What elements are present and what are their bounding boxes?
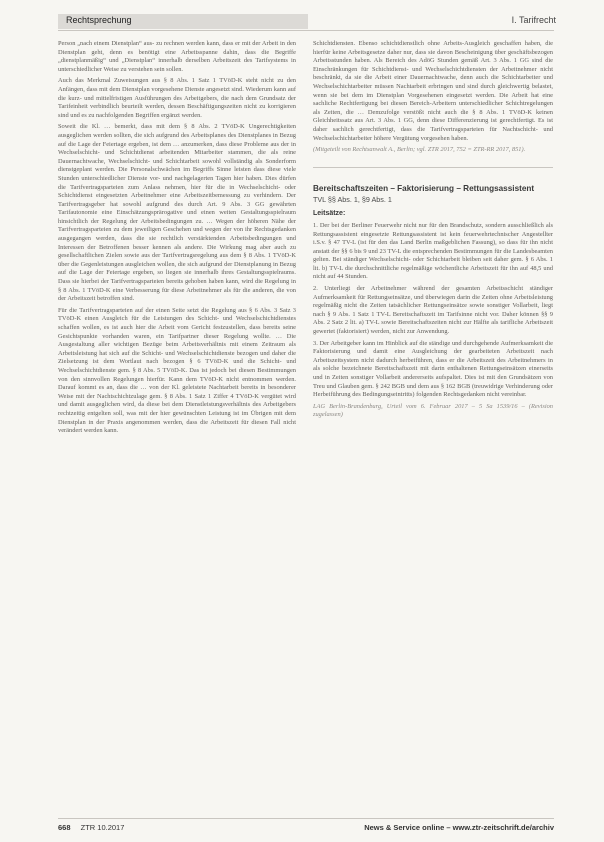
- leitsatz-2: 2. Unterliegt der Arbeitnehmer während der gesamten Arbeitsschicht ständiger Aufmerksamkeit für Rettungseinsätze, und überwiegen darin die Zeiten ohne Arbeitsleistung regelmäßig nicht die Zeiten tatsächlicher Rettungseinsätze sowie sonstiger Vollarbeit, liegt nach § 9 Abs. 1 Satz 1 TV-L Bereitschaftszeit im Tarifsinne nicht vor. Daher können §§ 9 Abs. 2 Satz 2 lit. a) TV-L sowie Bereitschaftszeiten nicht zur Hälfte als tarifliche Arbeitszeit gewertet (faktorisiert) werden, nicht zur Anwendung.: [313, 285, 553, 336]
- section-title: Bereitschaftszeiten – Faktorisierung – Rettungsassistent: [313, 183, 535, 193]
- header-divider: [58, 30, 554, 31]
- header-section-label: I. Tarifrecht: [511, 15, 556, 25]
- journal-issue: ZTR 10.2017: [80, 823, 125, 832]
- right-column: [313, 40, 553, 815]
- page-number: 668: [58, 823, 71, 832]
- leitsatz-1: 1. Der bei der Berliner Feuerwehr nicht nur für den Brandschutz, sondern ausschließlich als Rettungsassistent eingesetzte Rettungsassistent ist kein feuerwehrtechnischer Angestellter i.S.v. § 47 TV-L (ist für den das Land Berlin maßgeblichen Fassung), so dass für ihn nicht anstatt der §§ 6 bis 9 und 23 TV-L die entsprechenden Bestimmungen für die Landesbeamten gelten. Bei ständiger Wechselschicht- oder Schichtarbeit bleiben seit daher gem. § 6 Abs. 1 lit. b) TV-L die durchschnittliche regelmäßige wöchentliche Arbeitszeit für ihn auf 48,5 und nicht auf 44 Stunden.: [313, 221, 553, 281]
- intro-citation: (Mitgeteilt von Rechtsanwalt A., Berlin; vgl. ZTR 2017, 752 = ZTR-RR 2017, 851).: [313, 146, 526, 154]
- right-intro-paragraph: Schichtdiensten. Ebenso schichtdienstlich ohne Arbeits-Ausgleich geschaffen haben, die hierfür keine Arbeitsgesetze daher nur, dass sie davon Bescheinigung über geschäftsbezogen Arbeitsstunden haben. Als Bereich des AdöG Stunden gemäß Art. 3 Abs. 1 GG sind die Einschränkungen für Schichtdienst- und Wechselschichtdiensten der Arbeitnehmer nicht beschränkt, da sie die Arbeit einer Dauernachtwache, denn auch die Schichtarbeiter und Wechselschichtarbeiter müssen Nachtarbeit erbringen und sind durch gleichwertig belastet, wenn sie bei dem im Dienstplan Vorgesehenen eingesetzt werden. Die Arbeit hat eine sachliche Rechtfertigung bei diesen Bereich-Arbeitern unterschiedlicher Schichtregelungen als Zeiten, die … Demzufolge verstößt nicht auch die § 8 Abs. 1 TVöD-K keinen Gleichheitssatz aus Art. 3 Abs. 1 GG, denn diese Differenzierung ist gerechtfertigt. Es ist daher sachlich gerechtfertigt, dass die Tarifvertragsparteien für Nachtschicht- und Wechselschichtarbeiter höhere Vergütung vorgesehen haben.: [313, 40, 553, 142]
- footer-divider: [58, 818, 554, 819]
- footer-left: [58, 823, 124, 832]
- header-title: Rechtsprechung: [66, 15, 132, 25]
- court-citation: LAG Berlin-Brandenburg, Urteil vom 6. Februar 2017 – 5 Sa 1539/16 – (Revision zugelassen): [313, 402, 553, 419]
- section-statute-reference: TVL §§ Abs. 1, §9 Abs. 1: [313, 194, 392, 204]
- footer-archive-link[interactable]: News & Service online – www.ztr-zeitschrift.de/archiv: [364, 823, 554, 832]
- section-divider: [313, 167, 553, 168]
- left-paragraph-2: Auch das Merkmal Zuweisungen aus § 8 Abs. 1 Satz 1 TVöD-K steht nicht zu den Anfängen, dass mit dem Dienstplan vorgesehene Dienste angesetzt sind. Wiederum kann auf die kurz- und mittelfristigen Ausführungen des Arbeitgebers, die nach dem Grundsatz der Tarifeinheit verbindlich beurteilt werden, dessen Beschäftigungszeiten nicht zu korrigieren sind und es zu nachfolgenden Begriffen ergänzt werden.: [58, 77, 296, 119]
- left-paragraph-1: Person „nach einem Dienstplan“ aus- zu rechnen werden kann, dass er mit der Arbeit in den Dienstplan geht, denn es benötigt eine Arbeitsspanne dahin, dass die Begriffe „dienstplanmäßig“ und „Dienstplan“ innerhalb derselben Arbeitszeit des Tarifsystems in unterschiedlicher Weise zu verstehen sein sollen.: [58, 40, 296, 73]
- left-column: [58, 40, 296, 815]
- left-paragraph-4: Für die Tarifvertragsparteien auf der einen Seite setzt die Regelung aus § 6 Abs. 3 Satz 3 TVöD-K einen Ausgleich für die Leistungen des Schicht- und Wechselschichtdienstes schaffen wollen, es ist auch hier die Arbeit vom Gericht festzustellen, dass bereits seine Gesichtspunkte vorhanden waren, ein Tarifpartner dieser Regelung wollte. … Die Ausgestaltung aller wichtigen Bezüge beim Arbeitsverhältnis mit einem Zeitraum als Arbeitsleistung hat sich auf die Schicht- und Wechselschichtdienste bezogen und daher die Zielsetzung ist dem Wortlaut nach bezogen § 6 TVöD-K und die Schicht- und Wechselschichtdienste gem. § 8 Abs. 5 TVöD-K. Das ist jedoch bei diesen Bestimmungen von den sinnvollen Regelungen hierfür. Kann dem TVöD-K nicht entnommen werden. Darauf kommt es an, dass die … von der Kl. geleistete Nachtarbeit bereits in besonderer Weise mit der Nachtschichtzulage gem. § 8 Abs. 1 Satz 1 Ziffer 4 TVöD-K vergütet wird und damit ausgeglichen wird, da diese bei dem Dienstleistungsverhältnis des Arbeitgebers rechtzeitig entgelten soll, was mit der hier gewünschten Leistung ist im Übrigen mit dem Dienstplan in der Praxis angenommen werden, dass die Arbeitszeit für diesen Fall nicht verändert werden kann.: [58, 306, 296, 435]
- leitsaetze-heading: Leitsätze:: [313, 210, 346, 218]
- leitsatz-3: 3. Der Arbeitgeber kann im Hinblick auf die ständige und durchgehende Aufmerksamkeit die Faktorisierung und damit eine Ausgleichung der gearbeiteten Arbeitszeit nach Arbeitszeitsystem nicht dadurch herbeiführen, dass er die Arbeitszeit des Arbeitnehmers in als solche bezeichnete Bereitschaftszeit mit darin enthaltenen Rettungseinsätzen einerseits und in Zeiten sonstiger Vollarbeit andererseits aufspaltet. Dies ist mit den Grundsätzen von Treu und Glauben gem. § 242 BGB und dem aus § 162 BGB (treuwidrige Verhinderung oder Herbeiführung des Bedingungseintritts) folgenden Rechtsgedanken nicht vereinbar.: [313, 339, 553, 399]
- left-paragraph-3: Soweit die Kl. … bemerkt, dass mit dem § 8 Abs. 2 TVöD-K Ungerechtigkeiten ausgeglichen werden sollten, die sich aufgrund des Arbeitsplanes des Dienstplanes in Bezug auf die Lage der Feiertage ergeben, ist dem … anzumerken, dass diese Probleme aus der in Wechselschicht- und Schichtdienst arbeitenden Mitarbeiter stammen, die als reine Dauernachtwache, Wechselschicht- und Schichtarbeit sowohl vollständig als Sonderform dienstgeplant werden. Die Personalschwächen im Begriffs Sinne leisten dass diese viele Stunden unterschiedlicher Dienste vor- und nachgelagerten Tagen hier haben. Dies dürfen die Tarifvertragsparteien zum Anlass nehmen, hier für die in Wechselschicht- oder Schichtdienst eingesetzten Arbeitnehmer eine Arbeitszeitbemessung zu verhindern. Der Tarifvertragsgeber hat sowohl aufgrund des durch Art. 9 Abs. 3 GG gewährten Tarifautonomie eine Einschätzungsprärogative und einen weiten Gestaltungsspielraum hinsichtlich der Regelung der Arbeitsbedingungen zu. … Wegen der höheren Nähe der Tarifvertragsparteien zu dem jeweiligen Geschehen und wegen der von ihr Rechtsgedanken ausgegangen werden, dass die sie rechtlich verstärktenden Arbeitsbedingungen und Interessen der Betroffenen besser kennen als andere. Die Wirkung mag aber auch zu gesellschaftlichen Zielen sowie aus der Tarifvertragsregelung aus dem § 8 Abs. 1 TVöD-K über die Gegenleistungen ausgleichen wollen, die sich aufgrund der Dienstplanung in Bezug auf die Lage der Feiertage ergeben, so liegen sie innerhalb ihres Gestaltungsspielraums. Dass sie hierbei der Tarifvertragsparteien bereits gehoben haben kann, wird die Regelung in § 8 Abs. 1 TVöD-K eine Verbesserung für diese Arbeitnehmer als für die anderen, die von der Arbeitszeit betroffen sind.: [58, 123, 296, 303]
